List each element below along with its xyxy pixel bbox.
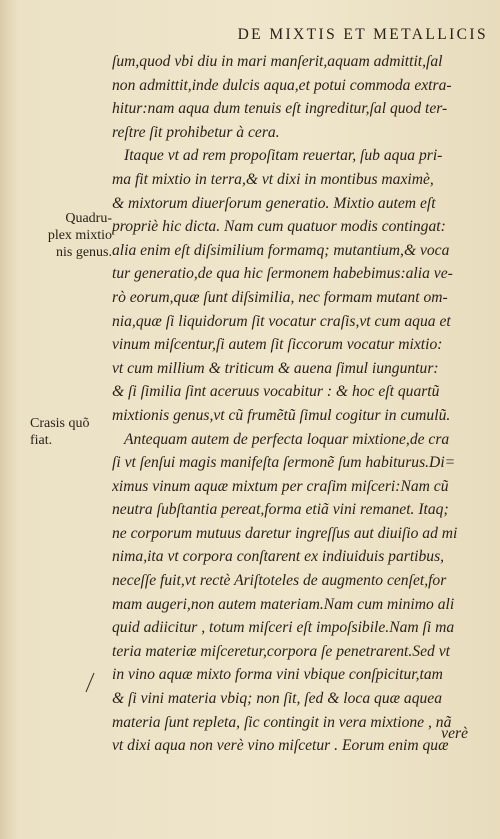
text-line: & ſi vini materia vbiq; non ſit, ſed & loca quæ aquea bbox=[112, 690, 443, 708]
text-line: ma fit mixtio in terra,& vt dixi in montibus maximè, bbox=[112, 170, 434, 188]
pen-mark-icon bbox=[84, 672, 96, 694]
text-line: Itaque vt ad rem propoſitam reuertar, ſub aqua pri- bbox=[124, 147, 443, 165]
text-line: mam augeri,non autem materiam.Nam cum minimo ali bbox=[112, 595, 455, 613]
body-text bbox=[112, 50, 468, 758]
margin-note-line: Crasis quõ bbox=[30, 416, 90, 431]
text-line: ſi vt ſenſui magis manifeſta ſermonẽ ſum habiturus.Di= bbox=[112, 454, 456, 472]
text-line: neceſſe fuit,vt rectè Ariſtoteles de augmento cenſet,for bbox=[112, 572, 447, 590]
margin-note-quadruplex bbox=[30, 210, 112, 261]
text-line: in vino aquæ mixto forma vini vbique conſpicitur,tam bbox=[112, 666, 443, 684]
running-head: DE MIXTIS ET METALLICIS bbox=[237, 26, 488, 43]
text-line: alia enim eſt diſsimilium formamq; mutantium,& voca bbox=[112, 241, 450, 259]
text-line: ſum,quod vbi diu in mari manſerit,aquam admittit,ſal bbox=[112, 53, 443, 70]
text-line: & ſi ſimilia ſint aceruus vocabitur : & hoc eſt quartũ bbox=[112, 383, 440, 401]
text-line: tur generatio,de qua hic ſermonem habebimus:alia ve- bbox=[112, 265, 453, 283]
text-line: propriè hic dicta. Nam cum quatuor modis contingat: bbox=[112, 218, 446, 236]
text-line: ximus vinum aquæ mixtum per craſim miſceri:Nam cũ bbox=[112, 477, 449, 495]
margin-note-line: fiat. bbox=[30, 433, 53, 448]
text-line: quid adiicitur , totum miſceri eſt impoſsibile.Nam ſi ma bbox=[112, 619, 455, 637]
text-line: teria materiæ miſceretur,corpora ſe penetrarent.Sed vt bbox=[112, 642, 450, 660]
text-line: reſtre ſit prohibetur à cera. bbox=[112, 123, 280, 141]
text-line: vt cum millium & triticum & auena ſimul iunguntur: bbox=[112, 359, 439, 377]
text-line: neutra ſubſtantia pereat,forma etiã vini remanet. Itaq; bbox=[112, 501, 449, 519]
margin-note-crasis bbox=[30, 415, 112, 449]
text-line: nia,quæ ſi liquidorum ſit vocatur craſis,vt cum aqua et bbox=[112, 312, 451, 330]
text-line: Antequam autem de perfecta loquar mixtione,de cra bbox=[124, 430, 450, 448]
text-line: mixtionis genus,vt cũ frumẽtũ ſimul cogitur in cumulũ. bbox=[112, 406, 451, 424]
text-line: ne corporum mutuus daretur ingreſſus aut diuiſio ad mi bbox=[112, 524, 458, 542]
text-line: hitur:nam aqua dum tenuis eſt ingreditur,ſal quod ter- bbox=[112, 100, 448, 118]
catchword: verè bbox=[441, 725, 468, 742]
text-line: vinum miſcentur,ſi autem ſit ſiccorum vocatur mixtio: bbox=[112, 336, 443, 354]
margin-note-line: plex mixtio bbox=[47, 228, 112, 243]
text-line: non admittit,inde dulcis aqua,et potui commoda extra- bbox=[112, 76, 452, 94]
text-line: vt dixi aqua non verè vino miſcetur . Eorum enim quæ bbox=[112, 737, 449, 755]
text-line: & mixtorum diuerſorum generatio. Mixtio autem eſt bbox=[112, 194, 436, 212]
text-line: materia ſunt repleta, ſic contingit in vera mixtione , nã bbox=[112, 713, 452, 731]
text-line: rò eorum,quæ ſunt diſsimilia, nec formam mutant om- bbox=[112, 288, 448, 306]
margin-note-line: Quadru- bbox=[65, 211, 112, 226]
margin-note-line: nis genus. bbox=[56, 245, 112, 260]
text-line: nima,ita vt corpora conſtarent ex indiuiduis partibus, bbox=[112, 548, 445, 566]
